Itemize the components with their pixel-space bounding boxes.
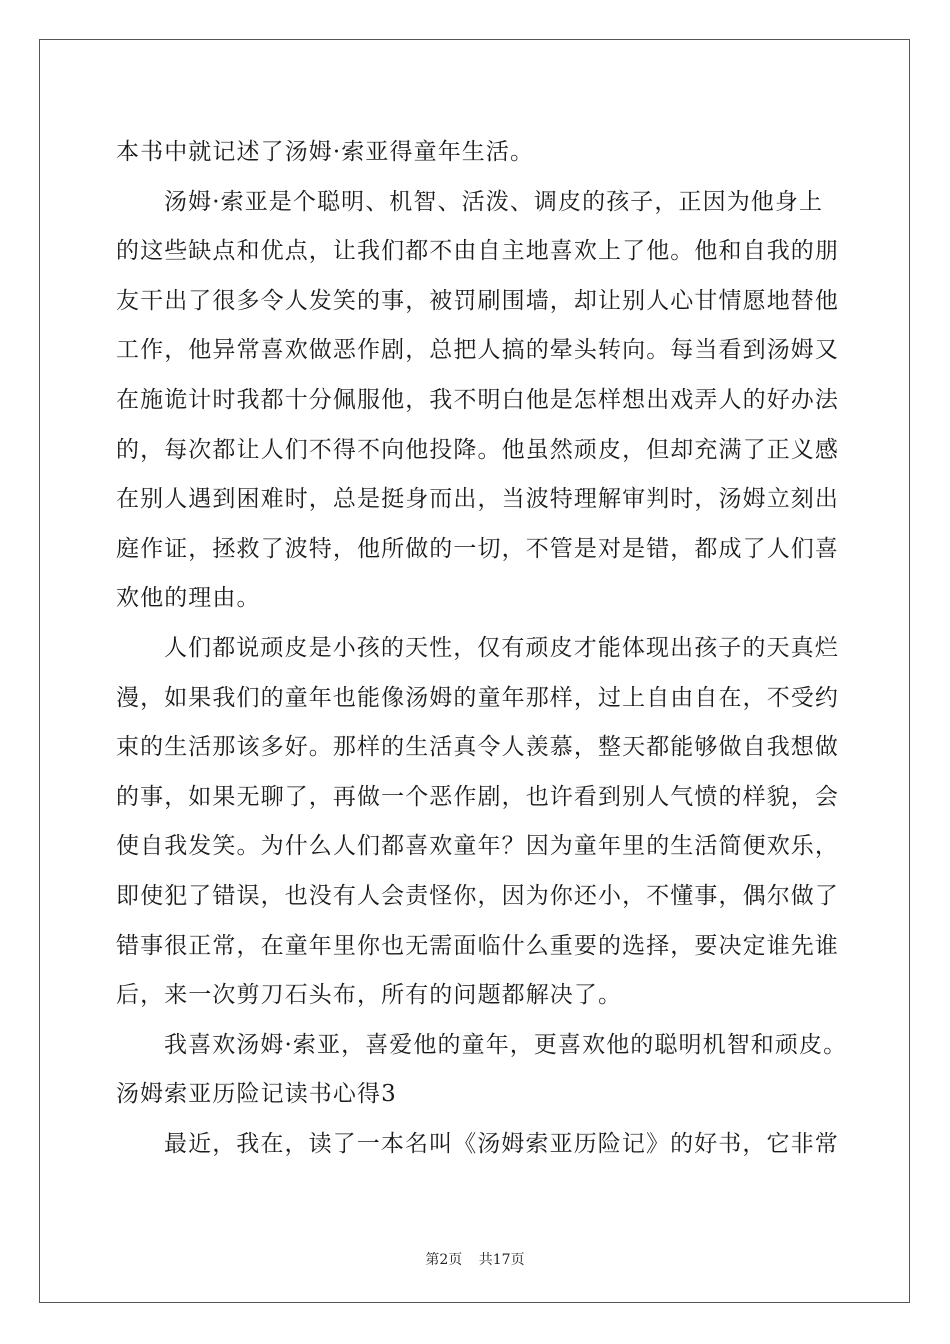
text-line: 的，每次都让人们不得不向他投降。他虽然顽皮，但却充满了正义感 [116,436,839,463]
text-line: 工作，他异常喜欢做恶作剧，总把人搞的晕头转向。每当看到汤姆又 [116,337,839,364]
text-line: 漫，如果我们的童年也能像汤姆的童年那样，过上自由自在，不受约 [116,684,839,711]
text-line: 后，来一次剪刀石头布，所有的问题都解决了。 [116,982,623,1009]
text-line: 束的生活那该多好。那样的生活真令人羡慕，整天都能够做自我想做 [116,734,839,761]
section-heading: 汤姆索亚历险记读书心得3 [116,1081,397,1108]
text-line: 使自我发笑。为什么人们都喜欢童年？因为童年里的生活简便欢乐， [116,833,839,860]
page-footer [0,1249,950,1269]
text-line: 我喜欢汤姆·索亚，喜爱他的童年，更喜欢他的聪明机智和顽皮。 [164,1031,848,1058]
text-line: 本书中就记述了汤姆·索亚得童年生活。 [116,139,535,165]
text-line: 人们都说顽皮是小孩的天性，仅有顽皮才能体现出孩子的天真烂 [164,634,839,661]
page-number: 第2页 [425,1252,463,1268]
text-line: 的这些缺点和优点，让我们都不由自主地喜欢上了他。他和自我的朋 [116,238,839,265]
text-line: 即使犯了错误，也没有人会责怪你，因为你还小，不懂事，偶尔做了 [116,882,839,909]
text-line: 汤姆·索亚是个聪明、机智、活泼、调皮的孩子，正因为他身上 [164,188,824,215]
text-line: 错事很正常，在童年里你也无需面临什么重要的选择，要决定谁先谁 [116,932,839,959]
text-line: 的事，如果无聊了，再做一个恶作剧，也许看到别人气愤的样貌，会 [116,783,839,810]
document-body [116,128,848,1169]
text-line: 欢他的理由。 [116,585,261,612]
text-line: 庭作证，拯救了波特，他所做的一切，不管是对是错，都成了人们喜 [116,535,839,562]
text-line: 在施诡计时我都十分佩服他，我不明白他是怎样想出戏弄人的好办法 [116,386,839,413]
text-line: 最近，我在，读了一本名叫《汤姆索亚历险记》的好书，它非常 [164,1130,839,1157]
text-line: 在别人遇到困难时，总是挺身而出，当波特理解审判时，汤姆立刻出 [116,486,839,513]
page-total: 共17页 [478,1252,525,1268]
text-line: 友干出了很多令人发笑的事，被罚刷围墙，却让别人心甘情愿地替他 [116,287,839,314]
